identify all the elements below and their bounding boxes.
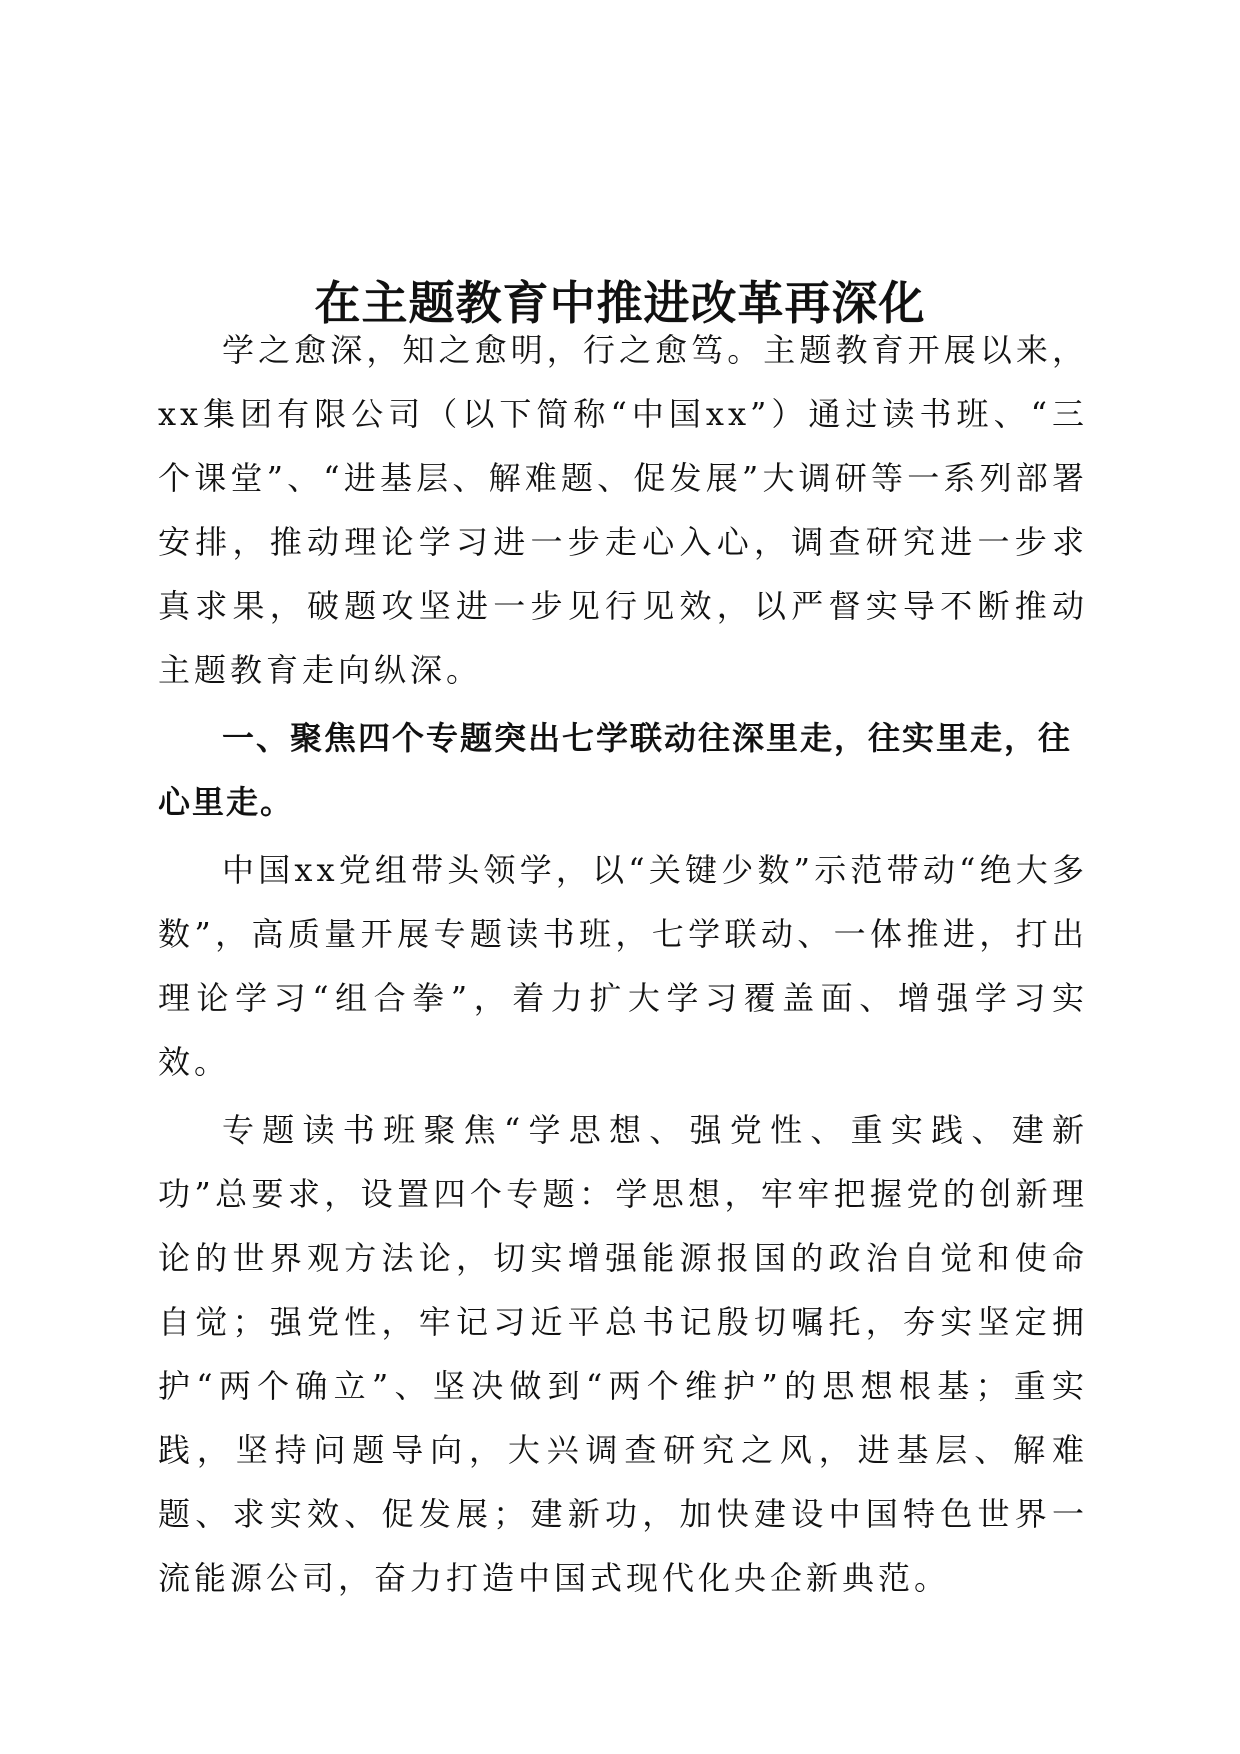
section-1-paragraph-1: 中国xx党组带头领学，以“关键少数”示范带动“绝大多数”，高质量开展专题读书班，七学联动、一体推进，打出理论学习“组合拳”，着力扩大学习覆盖面、增强学习实效。 bbox=[158, 851, 1088, 1081]
intro-paragraph: 学之愈深，知之愈明，行之愈笃。主题教育开展以来，xx集团有限公司（以下简称“中国xx”）通过读书班、“三个课堂”、“进基层、解难题、促发展”大调研等一系列部署安排，推动理论学习进一步走心入心，调查研究进一步求真求果，破题攻坚进一步见行见效，以严督实导不断推动主题教育走向纵深。 bbox=[158, 331, 1088, 689]
document-body bbox=[158, 318, 1088, 1610]
section-1-heading: 一、聚焦四个专题突出七学联动往深里走，往实里走，往心里走。 bbox=[158, 719, 1073, 821]
section-1-paragraph-2: 专题读书班聚焦“学思想、强党性、重实践、建新功”总要求，设置四个专题：学思想，牢牢把握党的创新理论的世界观方法论，切实增强能源报国的政治自觉和使命自觉；强党性，牢记习近平总书记殷切嘱托，夯实坚定拥护“两个确立”、坚决做到“两个维护”的思想根基；重实践，坚持问题导向，大兴调查研究之风，进基层、解难题、求实效、促发展；建新功，加快建设中国特色世界一流能源公司，奋力打造中国式现代化央企新典范。 bbox=[158, 1111, 1088, 1597]
page-title: 在主题教育中推进改革再深化 bbox=[314, 275, 926, 330]
